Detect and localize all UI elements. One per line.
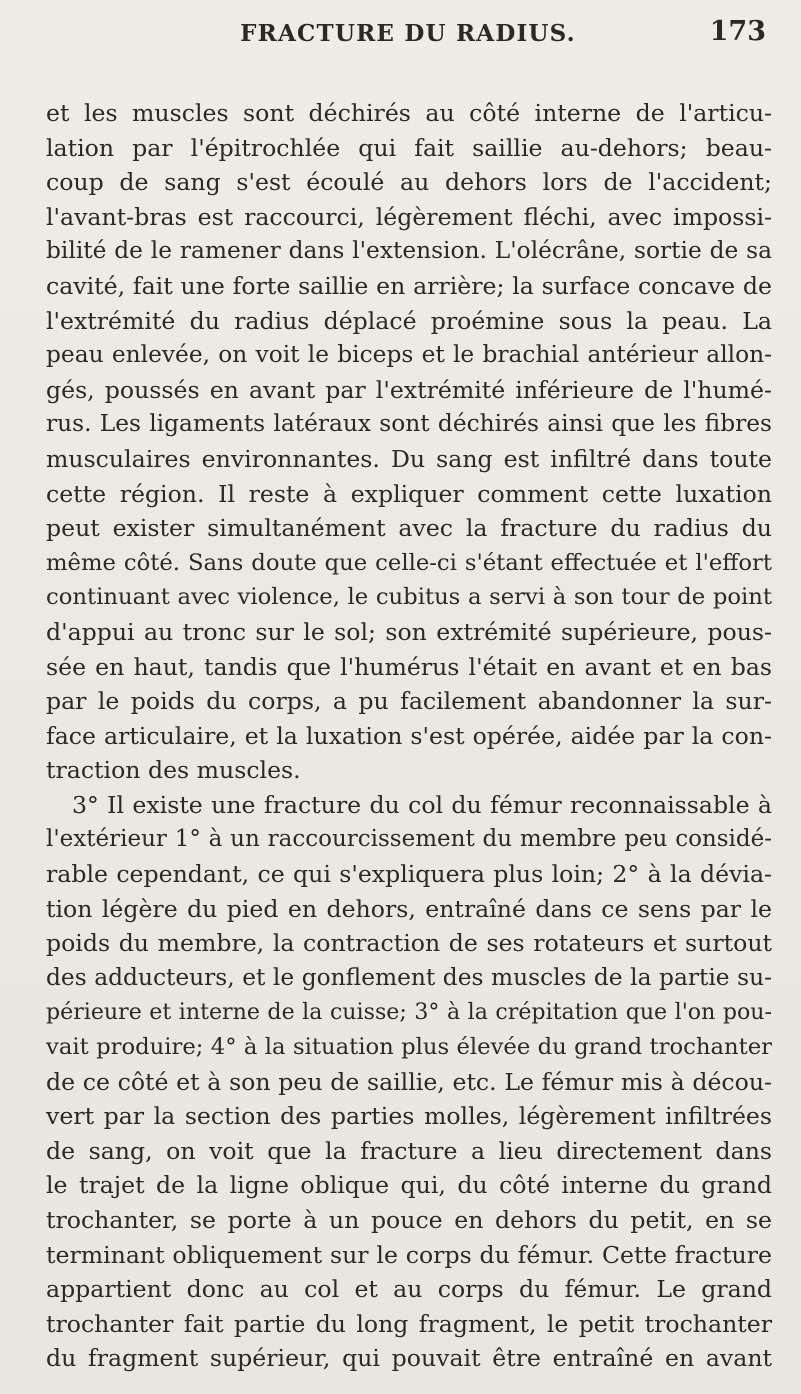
text-line: coup de sang s'est écoulé au dehors lors de l'accident; — [46, 168, 772, 197]
text-line: vait produire; 4° à la situation plus élevée du grand trochanter — [46, 1034, 772, 1061]
text-line: gés, poussés en avant par l'extrémité inférieure de l'humé- — [46, 375, 772, 404]
text-line: le trajet de la ligne oblique qui, du côté interne du grand — [46, 1171, 772, 1200]
text-line: trochanter fait partie du long fragment, le petit trochanter — [46, 1309, 772, 1338]
text-line: et les muscles sont déchirés au côté interne de l'articu- — [46, 99, 772, 127]
running-title: FRACTURE DU RADIUS. — [240, 20, 576, 47]
text-line: peau enlevée, on voit le biceps et le brachial antérieur allon- — [46, 341, 772, 369]
text-line: poids du membre, la contraction de ses rotateurs et surtout — [46, 929, 772, 958]
text-line: 3° Il existe une fracture du col du fémur reconnaissable à — [72, 790, 772, 819]
text-line: continuant avec violence, le cubitus a servi à son tour de point — [46, 584, 772, 611]
text-line: du fragment supérieur, qui pouvait être entraîné en avant — [46, 1344, 772, 1373]
body-text — [46, 96, 772, 1376]
text-line: terminant obliquement sur le corps du fémur. Cette fracture — [46, 1240, 772, 1269]
text-line: rus. Les ligaments latéraux sont déchirés ainsi que les fibres — [46, 410, 772, 438]
text-line: l'extérieur 1° à un raccourcissement du membre peu considé- — [46, 826, 772, 853]
text-line: tion légère du pied en dehors, entraîné dans ce sens par le — [46, 894, 772, 923]
text-line: appartient donc au col et au corps du fémur. Le grand — [46, 1275, 772, 1304]
text-line: périeure et interne de la cuisse; 3° à la crépitation que l'on pou- — [46, 999, 772, 1026]
text-line: traction des muscles. — [46, 756, 301, 785]
page-number: 173 — [709, 16, 766, 47]
text-line: cette région. Il reste à expliquer comment cette luxation — [46, 479, 772, 508]
text-line: de ce côté et à son peu de saillie, etc. Le fémur mis à décou- — [46, 1067, 772, 1096]
text-line: cavité, fait une forte saillie en arrière; la surface concave de — [46, 271, 772, 300]
text-line: bilité de le ramener dans l'extension. L'olécrâne, sortie de sa — [46, 237, 772, 265]
text-line: par le poids du corps, a pu facilement abandonner la sur- — [46, 687, 772, 716]
text-line: trochanter, se porte à un pouce en dehors du petit, en se — [46, 1206, 772, 1234]
text-line: de sang, on voit que la fracture a lieu directement dans — [46, 1136, 772, 1165]
text-line: peut exister simultanément avec la fracture du radius du — [46, 514, 772, 543]
text-line: sée en haut, tandis que l'humérus l'était en avant et en bas — [46, 652, 772, 681]
text-line: face articulaire, et la luxation s'est opérée, aidée par la con- — [46, 721, 772, 750]
running-head — [50, 16, 766, 58]
text-line: des adducteurs, et le gonflement des muscles de la partie su- — [46, 963, 772, 991]
text-line: vert par la section des parties molles, légèrement infiltrées — [46, 1102, 772, 1131]
text-line: l'extrémité du radius déplacé proémine sous la peau. La — [46, 306, 772, 335]
text-line: l'avant-bras est raccourci, légèrement fléchi, avec impossi- — [46, 202, 772, 231]
text-line: d'appui au tronc sur le sol; son extrémité supérieure, pous- — [46, 617, 772, 646]
text-line: rable cependant, ce qui s'expliquera plus loin; 2° à la dévia- — [46, 860, 772, 889]
text-line: musculaires environnantes. Du sang est infiltré dans toute — [46, 444, 772, 473]
text-line: même côté. Sans doute que celle-ci s'étant effectuée et l'effort — [46, 549, 772, 576]
text-line: lation par l'épitrochlée qui fait saillie au-dehors; beau- — [46, 133, 772, 162]
